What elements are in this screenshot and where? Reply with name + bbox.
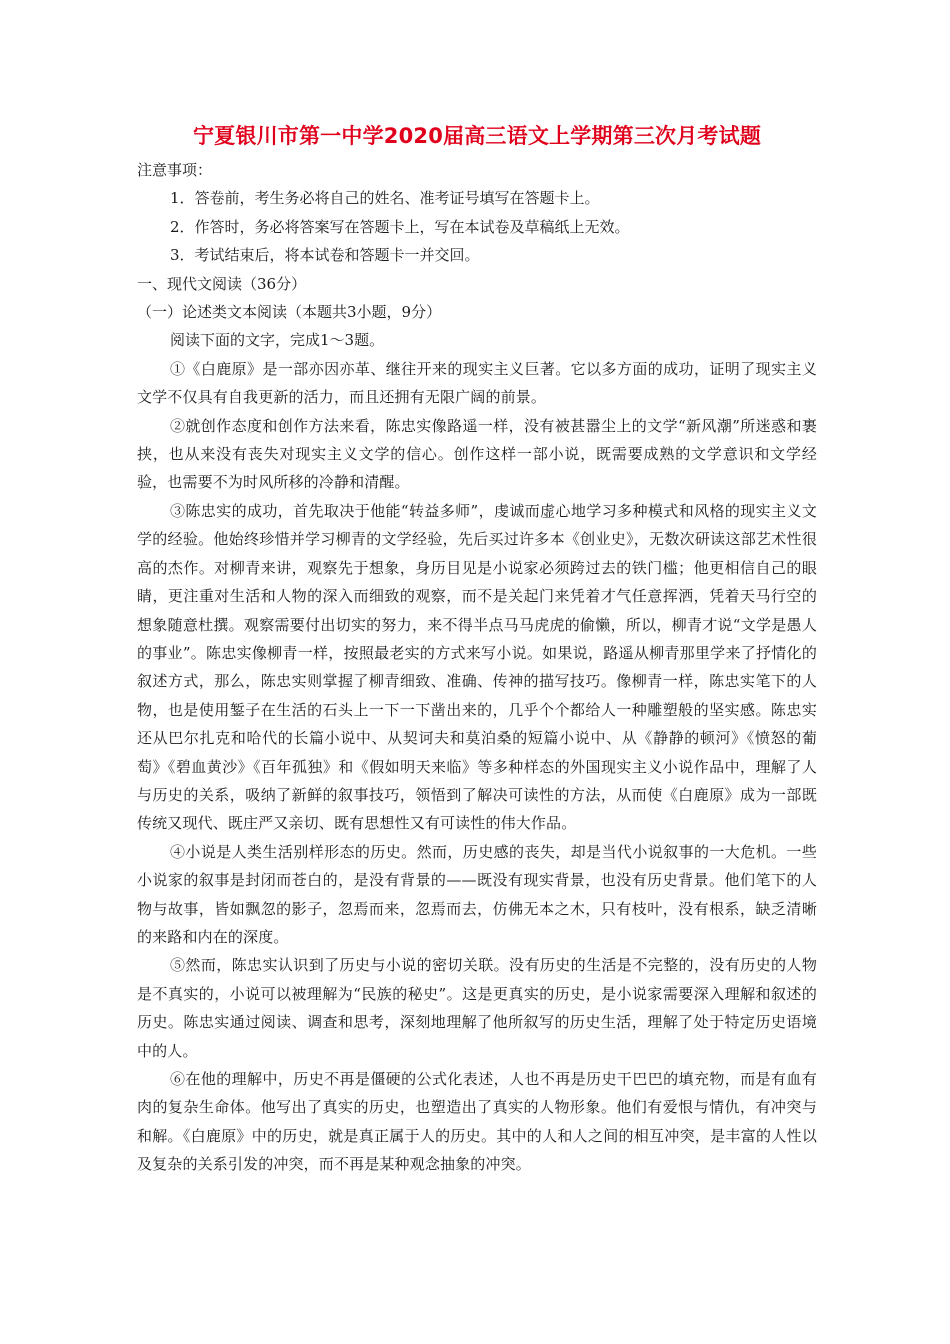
notice-heading: 注意事项： bbox=[137, 161, 213, 179]
article-paragraph: ①《白鹿原》是一部亦因亦革、继往开来的现实主义巨著。它以多方面的成功，证明了现实主义文学不仅具有自我更新的活力，而且还拥有无限广阔的前景。 bbox=[137, 359, 817, 407]
article-paragraph: ③陈忠实的成功，首先取决于他能“转益多师”，虔诚而虚心地学习多种模式和风格的现实主义文学的经验。他始终珍惜并学习柳青的文学经验，先后买过许多本《创业史》，无数次研读这部艺术性很高的杰作。对柳青来讲，观察先于想象，身历目见是小说家必须跨过去的铁门槛；他更相信自己的眼睛，更注重对生活和人物的深入而细致的观察，而不是关起门来凭着才气任意挥洒，凭着天马行空的想象随意杜撰。观察需要付出切实的努力，来不得半点马马虎虎的偷懒，所以，柳青才说“文学是愚人的事业”。陈忠实像柳青一样，按照最老实的方式来写小说。如果说，路遥从柳青那里学来了抒情化的叙述方式，那么，陈忠实则掌握了柳青细致、准确、传神的描写技巧。像柳青一样，陈忠实笔下的人物，也是使用錾子在生活的石头上一下一下凿出来的，几乎个个都给人一种雕塑般的坚实感。陈忠实还从巴尔扎克和哈代的长篇小说中、从契诃夫和莫泊桑的短篇小说中、从《静静的顿河》《愤怒的葡萄》《碧血黄沙》《百年孤独》和《假如明天来临》等多种样态的外国现实主义小说作品中，理解了人与历史的关系，吸纳了新鲜的叙事技巧，领悟到了解决可读性的方法，从而使《白鹿原》成为一部既传统又现代、既庄严又亲切、既有思想性又有可读性的伟大作品。 bbox=[137, 501, 817, 833]
article-paragraph: ⑥在他的理解中，历史不再是僵硬的公式化表述，人也不再是历史干巴巴的填充物，而是有血有肉的复杂生命体。他写出了真实的历史，也塑造出了真实的人物形象。他们有爱恨与情仇，有冲突与和解。《白鹿原》中的历史，就是真正属于人的历史。其中的人和人之间的相互冲突，是丰富的人性以及复杂的关系引发的冲突，而不再是某种观念抽象的冲突。 bbox=[137, 1070, 817, 1174]
article-paragraph: ④小说是人类生活别样形态的历史。然而，历史感的丧失，却是当代小说叙事的一大危机。一些小说家的叙事是封闭而苍白的，是没有背景的——既没有现实背景，也没有历史背景。他们笔下的人物与故事，皆如飘忽的影子，忽焉而来，忽焉而去，仿佛无本之木，只有枝叶，没有根系，缺乏清晰的来路和内在的深度。 bbox=[137, 842, 817, 946]
notice-item: 1．答卷前，考生务必将自己的姓名、准考证号填写在答题卡上。 bbox=[170, 189, 600, 208]
page-title: 宁夏银川市第一中学2020届高三语文上学期第三次月考试题 bbox=[192, 124, 762, 148]
article-paragraph: ⑤然而，陈忠实认识到了历史与小说的密切关联。没有历史的生活是不完整的，没有历史的人物是不真实的，小说可以被理解为“民族的秘史”。这是更真实的历史，是小说家需要深入理解和叙述的历史。陈忠实通过阅读、调查和思考，深刻地理解了他所叙写的历史生活，理解了处于特定历史语境中的人。 bbox=[137, 956, 817, 1060]
subsection-heading: （一）论述类文本阅读（本题共3小题，9分） bbox=[137, 303, 442, 322]
notice-item: 3．考试结束后，将本试卷和答题卡一并交回。 bbox=[170, 246, 480, 265]
notice-item: 2．作答时，务必将答案写在答题卡上，写在本试卷及草稿纸上无效。 bbox=[170, 217, 630, 236]
section-heading: 一、现代文阅读（36分） bbox=[137, 274, 307, 293]
article-paragraph: ②就创作态度和创作方法来看，陈忠实像路遥一样，没有被甚嚣尘上的文学“新风潮”所迷惑和裹挟，也从来没有丧失对现实主义文学的信心。创作这样一部小说，既需要成熟的文学意识和文学经验，也需要不为时风所移的冷静和清醒。 bbox=[137, 416, 817, 492]
reading-instruction: 阅读下面的文字，完成1～3题。 bbox=[170, 331, 385, 350]
